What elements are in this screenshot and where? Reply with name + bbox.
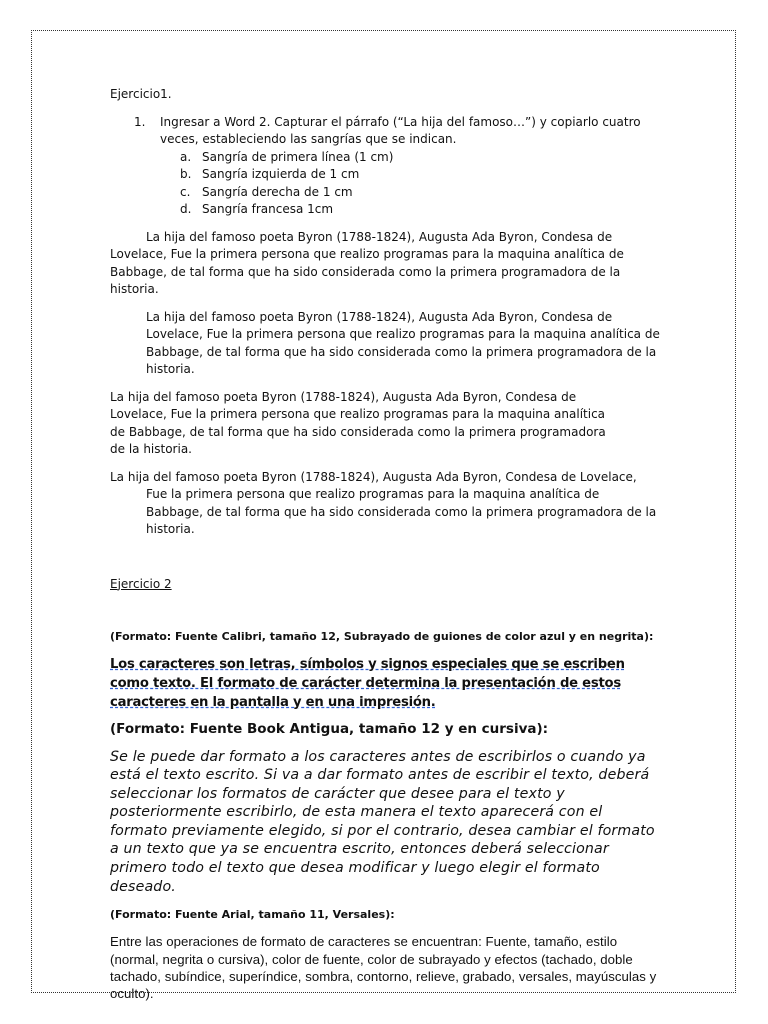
list-letter: c. xyxy=(180,184,191,199)
list-item-text: Sangría izquierda de 1 cm xyxy=(202,167,360,181)
item-text: Ingresar a Word 2. Capturar el párrafo (“La hija del famoso…”) y copiarlo cuatro veces, estableciendo las sangrías que se indican. xyxy=(160,114,641,146)
paragraph-hanging-indent: La hija del famoso poeta Byron (1788-1824), Augusta Ada Byron, Condesa de Lovelace, Fue la primera persona que realizo programas para la maquina analítica de Babbage, de tal forma que ha sido considerada como la primera programadora de la historia. xyxy=(110,469,657,536)
paragraph-left-indent: La hija del famoso poeta Byron (1788-1824), Augusta Ada Byron, Condesa de Lovelace, Fue la primera persona que realizo programas para la maquina analítica de Babbage, de tal forma que ha sido considerada como la primera programadora de la historia. xyxy=(146,309,660,376)
calibri-formatted-paragraph: Los caracteres son letras, símbolos y signos especiales que se escriben como texto. El formato de carácter determina la presentación de estos caracteres en la pantalla y en una impresión. xyxy=(110,656,625,710)
paragraph-right-indent: La hija del famoso poeta Byron (1788-1824), Augusta Ada Byron, Condesa de Lovelace, Fue la primera persona que realizo programas para la maquina analítica de Babbage, de tal forma que ha sido considerada como la primera programadora de la historia. xyxy=(110,389,606,456)
list-item-text: Sangría derecha de 1 cm xyxy=(202,184,353,199)
format-label-arial: (Formato: Fuente Arial, tamaño 11, Versales): xyxy=(110,908,395,922)
indent-sublist xyxy=(110,149,660,219)
list-item-text: Sangría de primera línea (1 cm) xyxy=(202,149,394,164)
ejercicio1-title: Ejercicio1. xyxy=(110,87,172,101)
list-item xyxy=(110,201,660,219)
arial-formatted-paragraph: Entre las operaciones de formato de caracteres se encuentran: Fuente, tamaño, estilo (normal, negrita o cursiva), color de fuente, color de subrayado y efectos (tachado, doble tachado, subíndice, superíndice, sombra, contorno, relieve, grabado, versales, mayúsculas y oculto). xyxy=(110,934,657,1002)
ejercicio2-title: Ejercicio 2 xyxy=(110,576,172,591)
list-item xyxy=(110,184,660,202)
list-letter: a. xyxy=(180,149,192,164)
list-item xyxy=(110,166,660,184)
paragraph-first-line-indent: La hija del famoso poeta Byron (1788-1824), Augusta Ada Byron, Condesa de Lovelace, Fue la primera persona que realizo programas para la maquina analítica de Babbage, de tal forma que ha sido considerada como la primera programadora de la historia. xyxy=(110,229,624,296)
list-letter: d. xyxy=(180,202,192,216)
list-item-text: Sangría francesa 1cm xyxy=(202,202,334,216)
item-number: 1. xyxy=(134,114,146,129)
format-label-book-antigua: (Formato: Fuente Book Antigua, tamaño 12 y en cursiva): xyxy=(110,720,549,737)
numbered-item-1 xyxy=(110,114,660,149)
italic-formatted-paragraph: Se le puede dar formato a los caracteres antes de escribirlos o cuando ya está el texto escrito. Si va a dar formato antes de escribir el texto, deberá seleccionar los formatos de carácter que desee para el texto y posteriormente escribirlo, de esta manera el texto aparecerá con el formato previamente elegido, si por el contrario, desea cambiar el formato a un texto que ya se encuentra escrito, entonces deberá seleccionar primero todo el texto que desea modificar y luego elegir el formato deseado. xyxy=(110,748,655,895)
list-letter: b. xyxy=(180,167,192,181)
format-label-calibri: (Formato: Fuente Calibri, tamaño 12, Subrayado de guiones de color azul y en negrita): xyxy=(110,629,654,643)
list-item xyxy=(110,149,660,167)
document-body xyxy=(110,86,660,1003)
